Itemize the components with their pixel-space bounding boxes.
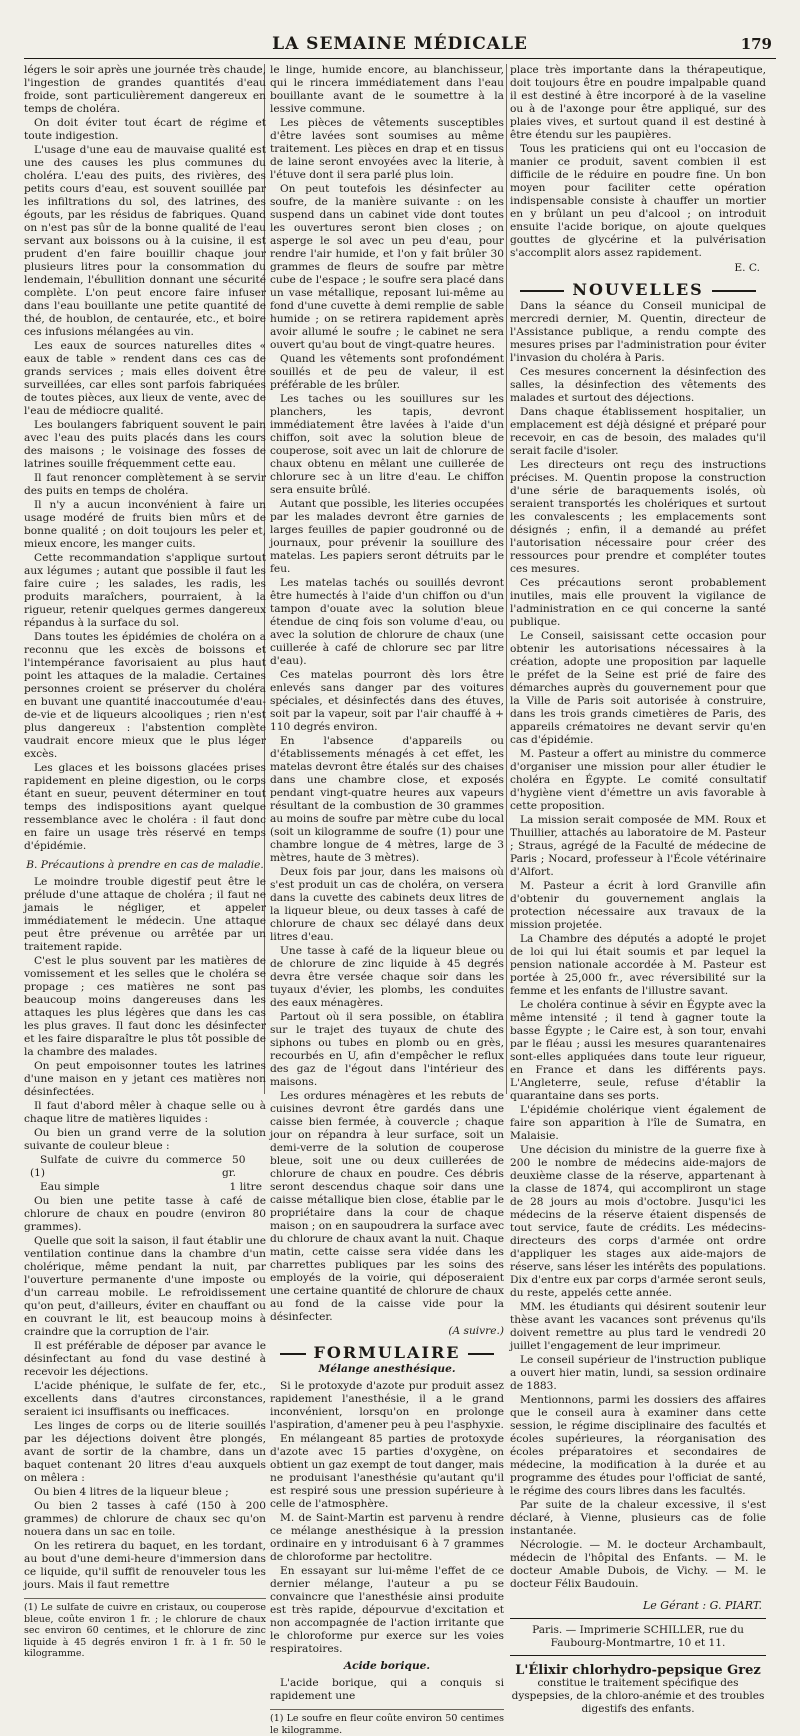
- recipe-item: Sulfate de cuivre du commerce (1): [30, 1154, 222, 1179]
- banner-label: FORMULAIRE: [306, 1343, 469, 1362]
- paragraph: Ou bien un grand verre de la solution suivante de couleur bleue :: [24, 1127, 266, 1152]
- paragraph: Quelle que soit la saison, il faut établir une ventilation continue dans la chambre d'un cholérique, même pendant la nuit, par l'ouverture permanente d'une imposte ou d'un carreau mobile. Le refroidissement qu'on peut, d'ailleurs, éviter en chauffant ou en couvrant le lit, est beaucoup moins à craindre que la corruption de l'air.: [24, 1235, 266, 1338]
- paragraph: On peut toutefois les désinfecter au soufre, de la manière suivante : on les suspend dans un cabinet vide dont toutes les ouvertures seront bien closes ; on asperge le sol avec un peu d'eau, pour rendre l'air humide, et l'on y fait brûler 30 grammes de fleurs de soufre par mètre cube de l'espace ; le soufre sera placé dans un vase métallique, reposant lui-même au fond d'une cuvette à demi remplie de sable humide ; on se retirera rapidement après avoir allumé le soufre ; le cabinet ne sera ouvert qu'au bout de vingt-quatre heures.: [270, 183, 504, 351]
- journal-title: LA SEMAINE MÉDICALE: [272, 34, 528, 54]
- news-item: Dans chaque établissement hospitalier, un emplacement est déjà désigné et préparé pour recevoir, en cas de besoin, des malades qu'il serait facile d'isoler.: [510, 406, 766, 457]
- paragraph: légers le soir après une journée très chaude, l'ingestion de grandes quantités d'eau froide, sont particulièrement dangereux en temps de choléra.: [24, 64, 266, 115]
- paragraph: Les pièces de vêtements susceptibles d'être lavées sont soumises au même traitement. Les pièces en drap et en tissus de laine seront envoyées avec la literie, à l'étuve dont il sera parlé plus loin.: [270, 117, 504, 181]
- continued-note: (A suivre.): [448, 1325, 504, 1337]
- paragraph: Cette recommandation s'applique surtout aux légumes ; autant que possible il faut les faire cuire ; les salades, les radis, les produits maraîchers, pourraient, à la rigueur, retenir quelques germes dangereux répandus à la surface du sol.: [24, 552, 266, 629]
- printer-imprint: Paris. — Imprimerie SCHILLER, rue du Faubourg-Montmartre, 10 et 11.: [510, 1618, 766, 1656]
- column-1: [24, 64, 266, 1659]
- paragraph: Il faut d'abord mêler à chaque selle ou à chaque litre de matières liquides :: [24, 1100, 266, 1125]
- paragraph: Dans toutes les épidémies de choléra on a reconnu que les excès de boissons et l'intempérance favorisaient au plus haut point les attaques de la maladie. Certaines personnes croient se préserver du choléra en buvant une quantité inaccoutumée d'eau-de-vie et de liqueurs alcooliques ; rien n'est plus dangereux : l'abstention complète vaudrait encore mieux que le plus léger excès.: [24, 631, 266, 760]
- section-heading: B. Précautions à prendre en cas de maladie.: [26, 859, 264, 871]
- paragraph: L'acide borique, qui a conquis si rapidement une: [270, 1677, 504, 1702]
- news-item: La mission serait composée de MM. Roux et Thuillier, attachés au laboratoire de M. Pasteur ; Straus, agrégé de la Faculté de médecine de Paris ; Nocard, professeur à l'École vétérinaire d'Alfort.: [510, 814, 766, 878]
- paragraph: place très importante dans la thérapeutique, doit toujours être en poudre impalpable quand il est destiné à être incorporé à de la vaseline ou à de l'axonge pour être appliqué, sur des plaies vives, et surtout quand il est destiné à être étendu sur les paupières.: [510, 64, 766, 141]
- paragraph: C'est le plus souvent par les matières de vomissement et les selles que le choléra se propage ; ces matières ne sont pas beaucoup moins dangereuses dans les attaques les plus légères que dans les cas les plus graves. Il faut donc les désinfecter et les faire disparaître le plus tôt possible de la chambre des malades.: [24, 955, 266, 1058]
- column-divider: [506, 64, 507, 1094]
- news-item: M. Pasteur a écrit à lord Granville afin d'obtenir du gouvernement anglais la protection nécessaire aux travaux de la mission projetée.: [510, 880, 766, 931]
- page-header: [24, 28, 776, 59]
- paragraph: M. de Saint-Martin est parvenu à rendre ce mélange anesthésique à la pression ordinaire en y introduisant 6 à 7 grammes de chloroforme par hectolitre.: [270, 1512, 504, 1563]
- column-2: [270, 64, 504, 1736]
- news-item: L'épidémie cholérique vient également de faire son apparition à l'île de Sumatra, en Malaisie.: [510, 1104, 766, 1142]
- news-item: Ces mesures concernent la désinfection des salles, la désinfection des vêtements des malades et surtout des déjections.: [510, 366, 766, 404]
- paragraph: Les glaces et les boissons glacées prises rapidement en pleine digestion, ou le corps étant en sueur, peuvent déterminer en tout temps des indispositions ayant quelque ressemblance avec le choléra : il faut donc en faire un usage très réservé en temps d'épidémie.: [24, 762, 266, 852]
- recipe-qty: 1 litre: [229, 1181, 262, 1193]
- paragraph: En essayant sur lui-même l'effet de ce dernier mélange, l'auteur a pu se convaincre que l'anesthésie ainsi produite est très rapide, dépourvue d'excitation et non accompagnée de l'action irritante que le chloroforme pur exerce sur les voies respiratoires.: [270, 1565, 504, 1655]
- nouvelles-banner: [510, 280, 766, 299]
- paragraph: L'acide phénique, le sulfate de fer, etc., excellents dans d'autres circonstances, seraient ici insuffisants ou inefficaces.: [24, 1380, 266, 1418]
- paragraph: Les linges de corps ou de literie souillés par les déjections doivent être plongés, avant de sortir de la chambre, dans un baquet contenant 20 litres d'eau auxquels on mêlera :: [24, 1420, 266, 1484]
- author-signature: E. C.: [734, 262, 760, 274]
- paragraph: Ou bien une petite tasse à café de chlorure de chaux en poudre (environ 80 grammes).: [24, 1195, 266, 1233]
- col1-intro: [24, 64, 266, 853]
- news-item: Le choléra continue à sévir en Égypte avec la même intensité ; il tend à gagner toute la basse Égypte ; le Caire est, à son tour, envahi par le fléau ; aussi les mesures quarantenaires sont-elles appliquées dans toute leur rigueur, en France et dans les différents pays. L'Angleterre, seule, refuse d'établir la quarantaine dans ses ports.: [510, 999, 766, 1102]
- paragraph: Il faut renoncer complètement à se servir des puits en temps de choléra.: [24, 472, 266, 497]
- banner-label: NOUVELLES: [564, 280, 711, 299]
- paragraph: Ou bien 2 tasses à café (150 à 200 grammes) de chlorure de chaux sec qu'on nouera dans un sac en toile.: [24, 1500, 266, 1538]
- paragraph: Ou bien 4 litres de la liqueur bleue ;: [34, 1486, 229, 1498]
- subheading: Mélange anesthésique.: [318, 1363, 456, 1375]
- news-item: Le Conseil, saisissant cette occasion pour obtenir les autorisations nécessaires à la création, adopte une proposition par laquelle le préfet de la Seine est prié de faire des démarches auprès du gouvernement pour que la Ville de Paris soit autorisée à construire, dans les trois grands cimetières de Paris, des appareils crématoires ne devant servir qu'en cas d'épidémie.: [510, 630, 766, 746]
- news-item: Le conseil supérieur de l'instruction publique a ouvert hier matin, lundi, sa session ordinaire de 1883.: [510, 1354, 766, 1392]
- paragraph: Il n'y a aucun inconvénient à faire un usage modéré de fruits bien mûrs et de bonne qualité ; on doit toujours les peler et, mieux encore, les manger cuits.: [24, 499, 266, 550]
- news-item: Dans la séance du Conseil municipal de mercredi dernier, M. Quentin, directeur de l'Assistance publique, a rendu compte des mesures prises par l'administration pour éviter l'invasion du choléra à Paris.: [510, 300, 766, 364]
- paragraph: Deux fois par jour, dans les maisons où s'est produit un cas de choléra, on versera dans la cuvette des cabinets deux litres de la liqueur bleue, ou deux tasses à café de chlorure de chaux sec délayé dans deux litres d'eau.: [270, 866, 504, 943]
- ad-title: L'Élixir chlorhydro-pepsique Grez: [515, 1663, 761, 1678]
- paragraph: Si le protoxyde d'azote pur produit assez rapidement l'anesthésie, il a le grand inconvénient, lorsqu'on en prolonge l'aspiration, d'amener peu à peu l'asphyxie.: [270, 1380, 504, 1431]
- news-item: Nécrologie. — M. le docteur Archambault, médecin de l'hôpital des Enfants. — M. le docteur Amable Dubois, de Vichy. — M. le docteur Félix Baudouin.: [510, 1539, 766, 1590]
- news-item: La Chambre des députés a adopté le projet de loi qui lui était soumis et par lequel la pension nationale accordée à M. Pasteur est portée à 25,000 fr., avec réversibilité sur la femme et les enfants de l'illustre savant.: [510, 933, 766, 997]
- paragraph: L'usage d'une eau de mauvaise qualité est une des causes les plus communes du choléra. L'eau des puits, des rivières, des petits cours d'eau, est souvent souillée par les infiltrations du sol, des latrines, des égouts, par les résidus de fabriques. Quand on n'est pas sûr de la bonne qualité de l'eau servant aux boissons ou à la cuisine, il est prudent d'en faire bouillir chaque jour plusieurs litres pour la consommation du lendemain, l'ébullition donnant une sécurité complète. L'on peut encore faire infuser dans l'eau bouillante une petite quantité de thé, de houblon, de centaurée, etc., et boire ces infusions mélangées au vin.: [24, 144, 266, 338]
- paragraph: Les eaux de sources naturelles dites « eaux de table » rendent dans ces cas de grands services ; mais elles doivent être surveillées, car elles sont parfois fabriquées de toutes pièces, aux lieux de vente, avec de l'eau de médiocre qualité.: [24, 340, 266, 417]
- news-item: Par suite de la chaleur excessive, il s'est déclaré, à Vienne, plusieurs cas de folie instantanée.: [510, 1499, 766, 1537]
- paragraph: Les boulangers fabriquent souvent le pain avec l'eau des puits placés dans les cours des maisons ; le voisinage des fosses de latrines souille fréquemment cette eau.: [24, 419, 266, 470]
- paragraph: On doit éviter tout écart de régime et toute indigestion.: [24, 117, 266, 142]
- recipe-line: [24, 1181, 266, 1194]
- recipe-line: [24, 1154, 266, 1180]
- page-number: 179: [740, 35, 772, 53]
- news-item: Les directeurs ont reçu des instructions précises. M. Quentin propose la construction d'une série de baraquements isolés, où seraient transportés les cholériques et surtout les convalescents ; les emplacements sont désignés ; enfin, il a demandé au préfet l'autorisation nécessaire pour créer des ressources pour prendre et compléter toutes ces mesures.: [510, 459, 766, 575]
- news-item: Ces précautions seront probablement inutiles, mais elle prouvent la vigilance de l'administration en ce qui concerne la santé publique.: [510, 577, 766, 628]
- news-item: Mentionnons, parmi les dossiers des affaires que le conseil aura à examiner dans cette session, le régime disciplinaire des facultés et écoles supérieures, la réorganisation des écoles préparatoires et secondaires de médecine, la modification à la durée et au programme des études pour l'officiat de santé, le régime des cours libres dans les facultés.: [510, 1394, 766, 1497]
- paragraph: Il est préférable de déposer par avance le désinfectant au fond du vase destiné à recevoir les déjections.: [24, 1340, 266, 1378]
- advertisement: [510, 1664, 766, 1716]
- paragraph: Autant que possible, les literies occupées par les malades devront être garnies de larges feuilles de papier goudronné ou de journaux, pour prévenir la souillure des matelas. Les papiers seront détruits par le feu.: [270, 498, 504, 575]
- column-3: [510, 64, 766, 1715]
- recipe-qty: 50 gr.: [221, 1154, 246, 1179]
- paragraph: Quand les vêtements sont profondément souillés et de peu de valeur, il est préférable de les brûler.: [270, 353, 504, 391]
- gerant-line: Le Gérant : G. PIART.: [642, 1599, 762, 1612]
- news-item: Une décision du ministre de la guerre fixe à 200 le nombre de médecins aide-majors de deuxième classe de la réserve, appartenant à la classe de 1874, qui accompliront un stage de 28 jours au mois d'octobre. Jusqu'ici les médecins de la réserve étaient dispensés de tout service, faute de crédits. Les médecins-directeurs des corps d'armée ont ordre d'appliquer les stages aux aide-majors de réserve, sans léser les intérêts des populations. Dix d'entre eux par corps d'armée seront seuls, du reste, appelés cette année.: [510, 1144, 766, 1299]
- subheading: Acide borique.: [343, 1660, 431, 1672]
- paragraph: Les matelas tachés ou souillés devront être humectés à l'aide d'un chiffon ou d'un tampon d'ouate avec la solution bleue étendue de cinq fois son volume d'eau, ou avec la solution de chlorure de chaux (une cuillerée à café de chlorure sec par litre d'eau).: [270, 577, 504, 667]
- paragraph: Ces matelas pourront dès lors être enlevés sans danger par des voitures spéciales, et désinfectés dans des étuves, soit par la vapeur, soit par l'air chauffé à + 110 degrés environ.: [270, 669, 504, 733]
- paragraph: Les taches ou les souillures sur les planchers, les tapis, devront immédiatement être lavées à l'aide d'un chiffon, soit avec la solution bleue de couperose, soit avec un lait de chlorure de chaux obtenu en mêlant une cuillerée de chlorure sec à un litre d'eau. Le chiffon sera ensuite brûlé.: [270, 393, 504, 496]
- formulaire-banner: [270, 1343, 504, 1362]
- paragraph: Le moindre trouble digestif peut être le prélude d'une attaque de choléra ; il faut ne jamais le négliger, et appeler immédiatement le médecin. Une attaque peut être prévenue ou arrêtée par un traitement rapide.: [24, 876, 266, 953]
- paragraph: Une tasse à café de la liqueur bleue ou de chlorure de zinc liquide à 45 degrés devra être versée chaque soir dans les tuyaux d'évier, les plombs, les conduites des eaux ménagères.: [270, 945, 504, 1009]
- footnote: (1) Le soufre en fleur coûte environ 50 centimes le kilogramme.: [270, 1709, 504, 1736]
- ad-text: constitue le traitement spécifique des dyspepsies, de la chloro-anémie et des troubles digestifs des enfants.: [511, 1677, 765, 1715]
- recipe-item: Eau simple: [40, 1181, 100, 1193]
- paragraph: Les ordures ménagères et les rebuts de cuisines devront être gardés dans une caisse bien fermée, à couvercle ; chaque jour on répandra à leur surface, soit un demi-verre de la solution de couperose bleue, soit une ou deux cuillerées de chlorure de chaux en poudre. Ces débris seront descendus chaque soir dans une caisse métallique bien close, établie par le propriétaire dans la cour de chaque maison ; on en saupoudrera la surface avec du chlorure de chaux avant la nuit. Chaque matin, cette caisse sera vidée dans les charrettes publiques par les soins des employés de la voirie, qui déposeraient une certaine quantité de chlorure de chaux au fond de la caisse vide pour la désinfecter.: [270, 1090, 504, 1323]
- paragraph: En l'absence d'appareils ou d'établissements ménagés à cet effet, les matelas devront être étalés sur des chaises dans une chambre close, et exposés pendant vingt-quatre heures aux vapeurs résultant de la combustion de 30 grammes au moins de soufre par mètre cube du local (soit un kilogramme de soufre (1) pour une chambre longue de 4 mètres, large de 3 mètres, haute de 3 mètres).: [270, 735, 504, 864]
- footnote: (1) Le sulfate de cuivre en cristaux, ou couperose bleue, coûte environ 1 fr. ; le chlorure de chaux sec environ 60 centimes, et le chlorure de zinc liquide à 45 degrés environ 1 fr. à 1 fr. 50 le kilogramme.: [24, 1598, 266, 1660]
- paragraph: En mélangeant 85 parties de protoxyde d'azote avec 15 parties d'oxygène, on obtient un gaz exempt de tout danger, mais ne produisant l'anesthésie qu'autant qu'il est respiré sous une pression supérieure à celle de l'atmosphère.: [270, 1433, 504, 1510]
- paragraph: le linge, humide encore, au blanchisseur, qui le rincera immédiatement dans l'eau bouillante avant de le soumettre à la lessive commune.: [270, 64, 504, 115]
- paragraph: Partout où il sera possible, on établira sur le trajet des tuyaux de chute des siphons ou tubes en plomb ou en grès, recourbés en U, afin d'empêcher le reflux des gaz de l'égout dans l'intérieur des maisons.: [270, 1011, 504, 1088]
- paragraph: On les retirera du baquet, en les tordant, au bout d'une demi-heure d'immersion dans ce liquide, qu'il suffit de renouveler tous les jours. Mais il faut remettre: [24, 1540, 266, 1591]
- news-item: M. Pasteur a offert au ministre du commerce d'organiser une mission pour aller étudier le choléra en Égypte. Le comité consultatif d'hygiène vient d'émettre un avis favorable à cette proposition.: [510, 748, 766, 812]
- paragraph: Tous les praticiens qui ont eu l'occasion de manier ce produit, savent combien il est difficile de le réduire en poudre fine. Un bon moyen pour faciliter cette opération indispensable consiste à chauffer un mortier en y brûlant un peu d'alcool ; on introduit ensuite l'acide borique, on ajoute quelques gouttes de glycérine et la pulvérisation s'accomplit alors assez rapidement.: [510, 143, 766, 259]
- news-item: MM. les étudiants qui désirent soutenir leur thèse avant les vacances sont prévenus qu'ils doivent remettre au plus tard le vendredi 20 juillet l'engagement de leur imprimeur.: [510, 1301, 766, 1352]
- paragraph: On peut empoisonner toutes les latrines d'une maison en y jetant ces matières non désinfectées.: [24, 1060, 266, 1098]
